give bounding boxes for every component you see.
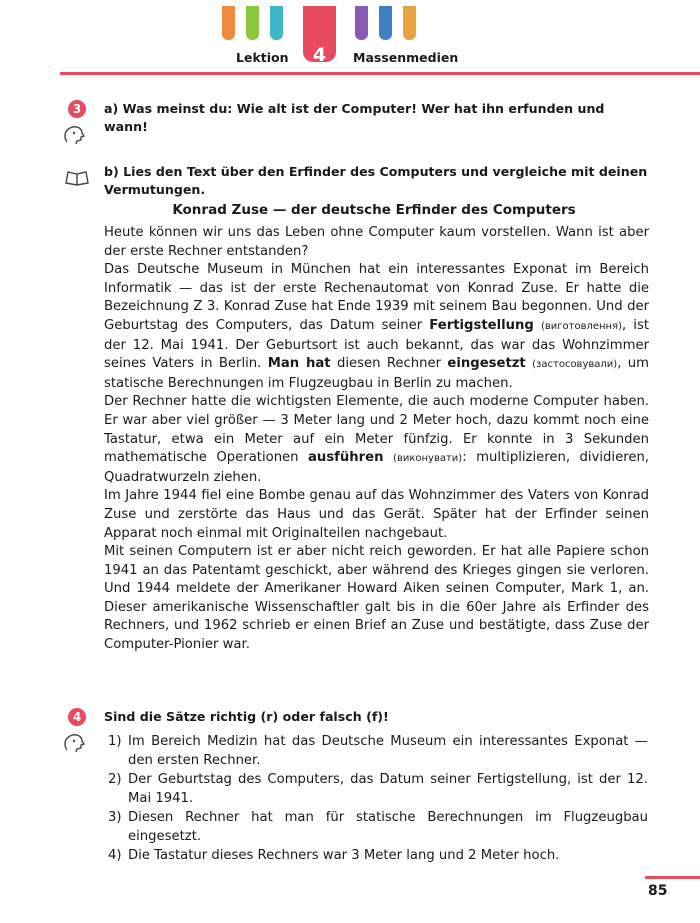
keyword-eingesetzt: eingesetzt — [447, 356, 526, 372]
gloss-2: (застосовували) — [532, 359, 618, 371]
list-item: 2) Der Geburtstag des Computers, das Datum seiner Fertigstellung, ist der 12. Mai 1941. — [108, 772, 648, 806]
paragraph-5: Mit seinen Computern ist er aber nicht reich geworden. Er hat alle Papiere schon 1941 an das Patentamt geschickt, aber während des Krieges gingen sie verloren. Und 1944 meldete der Amerikaner Howard Aiken seinen Computer, Mark 1, an. Dieser amerikanische Wissenschaftler galt bis in die 60er Jahre als Erfinder des Rechners, und 1962 schrieb er einen Brief an Zuse und bestätigte, dass Zuse der Computer-Pionier war. — [104, 544, 649, 653]
lesson-number: 4 — [312, 44, 327, 66]
task-4: Sind die Sätze richtig (r) oder falsch (f)! — [104, 709, 389, 724]
task-3b: b) Lies den Text über den Erfinder des Computers und vergleiche mit deinen Vermutungen. — [104, 164, 648, 197]
topic-title: Massenmedien — [353, 50, 459, 65]
exercise-4-badge: 4 — [68, 708, 86, 726]
keyword-fertigstellung: Fertigstellung — [429, 317, 534, 333]
speaking-icon — [62, 732, 88, 754]
exercise-3-badge: 3 — [68, 100, 86, 118]
header-tab-purple — [355, 6, 368, 40]
header-tab-teal — [270, 6, 283, 40]
keyword-ausfuehren: ausführen — [308, 450, 384, 466]
statement-list — [108, 732, 648, 865]
list-item: 3) Diesen Rechner hat man für statische Berechnungen im Flugzeugbau eingesetzt. — [108, 810, 648, 844]
gloss-3: (виконувати) — [393, 453, 463, 465]
text-title: Konrad Zuse — der deutsche Erfinder des Computers — [172, 202, 576, 218]
header-rule — [60, 72, 700, 75]
book-icon — [64, 168, 90, 186]
keyword-man-hat: Man hat — [267, 356, 331, 372]
paragraph-2: Das Deutsche Museum in München hat ein interessantes Exponat im Bereich Informatik — das ist der erste Rechenautomat von Konrad Zuse. Er hatte die Bezeichnung Z 3. Konrad Zuse hat Ende 1939 mit seinem Bau begonnen. Und der Geburtstag des Computers, das Datum seiner Fertigstellung (виготовлення), ist der 12. Mai 1941. Der Geburtsort ist auch bekannt, das war das Wohnzimmer seines Vaters in Berlin. Man hat diesen Rechner eingesetzt (застосовували), um statische Berechnungen im Flugzeugbau in Berlin zu machen. — [104, 262, 650, 391]
reading-text — [104, 224, 649, 655]
task-3a: a) Was meinst du: Wie alt ist der Computer! Wer hat ihn erfunden und wann! — [104, 101, 605, 134]
footer-rule — [645, 876, 700, 879]
gloss-1: (виготовлення) — [540, 320, 622, 332]
header-tab-orange — [222, 6, 235, 40]
header-tab-blue — [379, 6, 392, 40]
lesson-word: Lektion — [236, 50, 289, 65]
paragraph-3: Der Rechner hatte die wichtigsten Elemente, die auch moderne Computer haben. Er war aber viel größer — 3 Meter lang und 2 Meter hoch, dazu kommt noch eine Tastatur, etwa ein Meter auf ein Meter fünfzig. Er konnte in 3 Sekunden mathematische Operationen ausführen (виконувати): multiplizieren, dividieren, Quadratwurzeln ziehen. — [104, 394, 649, 485]
list-item: 4) Die Tastatur dieses Rechners war 3 Meter lang und 2 Meter hoch. — [108, 848, 560, 863]
speaking-icon — [62, 124, 88, 146]
header-tab-green — [246, 6, 259, 40]
list-item: 1) Im Bereich Medizin hat das Deutsche Museum ein interessantes Exponat — den ersten Rechner. — [108, 734, 648, 768]
page-number: 85 — [648, 883, 668, 899]
header-tab-amber — [403, 6, 416, 40]
paragraph-1: Heute können wir uns das Leben ohne Computer kaum vorstellen. Wann ist aber der erste Rechner entstanden? — [104, 225, 649, 259]
paragraph-4: Im Jahre 1944 fiel eine Bombe genau auf das Wohnzimmer des Vaters von Konrad Zuse und zerstörte das Haus und das Gerät. Später hat der Erfinder seinen Apparat noch einmal mit Originalteilen nachgebaut. — [104, 488, 649, 541]
